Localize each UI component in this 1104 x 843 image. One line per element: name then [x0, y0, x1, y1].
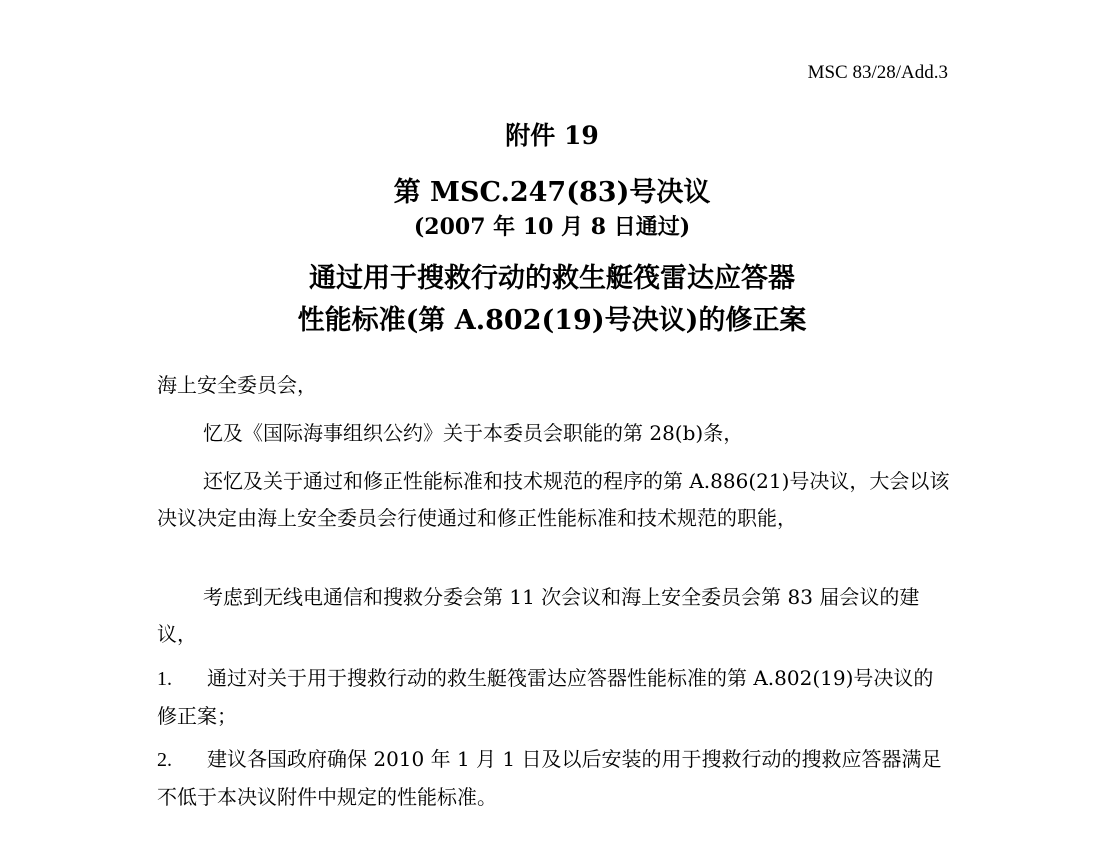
adoption-date: (2007 年 10 月 8 日通过) [413, 214, 691, 240]
paragraph-text: 通过对关于用于搜救行动的救生艇筏雷达应答器性能标准的第 A.802(19)号决议的修正案； [157, 666, 934, 728]
preamble-paragraph-recalling-further: 还忆及关于通过和修正性能标准和技术规范的程序的第 A.886(21)号决议，大会以该决议决定由海上安全委员会行使通过和修正性能标准和技术规范的职能， [157, 469, 950, 530]
preamble-paragraph-recalling: 忆及《国际海事组织公约》关于本委员会职能的第 28(b)条， [203, 421, 744, 445]
preamble-paragraph-having-considered: 考虑到无线电通信和搜救分委会第 11 次会议和海上安全委员会第 83 届会议的建议， [157, 585, 920, 646]
operative-paragraph-1 [157, 660, 952, 735]
paragraph-number: 2. [157, 749, 172, 771]
annex-heading: 附件 19 [505, 121, 599, 150]
resolution-number: 第 MSC.247(83)号决议 [393, 177, 711, 208]
operative-paragraph-2 [157, 741, 952, 816]
resolution-title-line-1: 通过用于搜救行动的救生艇筏雷达应答器 [309, 263, 795, 294]
paragraph-text: 建议各国政府确保 2010 年 1 月 1 日及以后安装的用于搜救行动的搜救应答器满足不低于本决议附件中规定的性能标准。 [157, 747, 942, 809]
addressee: 海上安全委员会， [157, 373, 317, 397]
resolution-title-line-2: 性能标准(第 A.802(19)号决议)的修正案 [297, 305, 807, 336]
paragraph-number: 1. [157, 668, 172, 690]
document-reference: MSC 83/28/Add.3 [807, 62, 948, 83]
